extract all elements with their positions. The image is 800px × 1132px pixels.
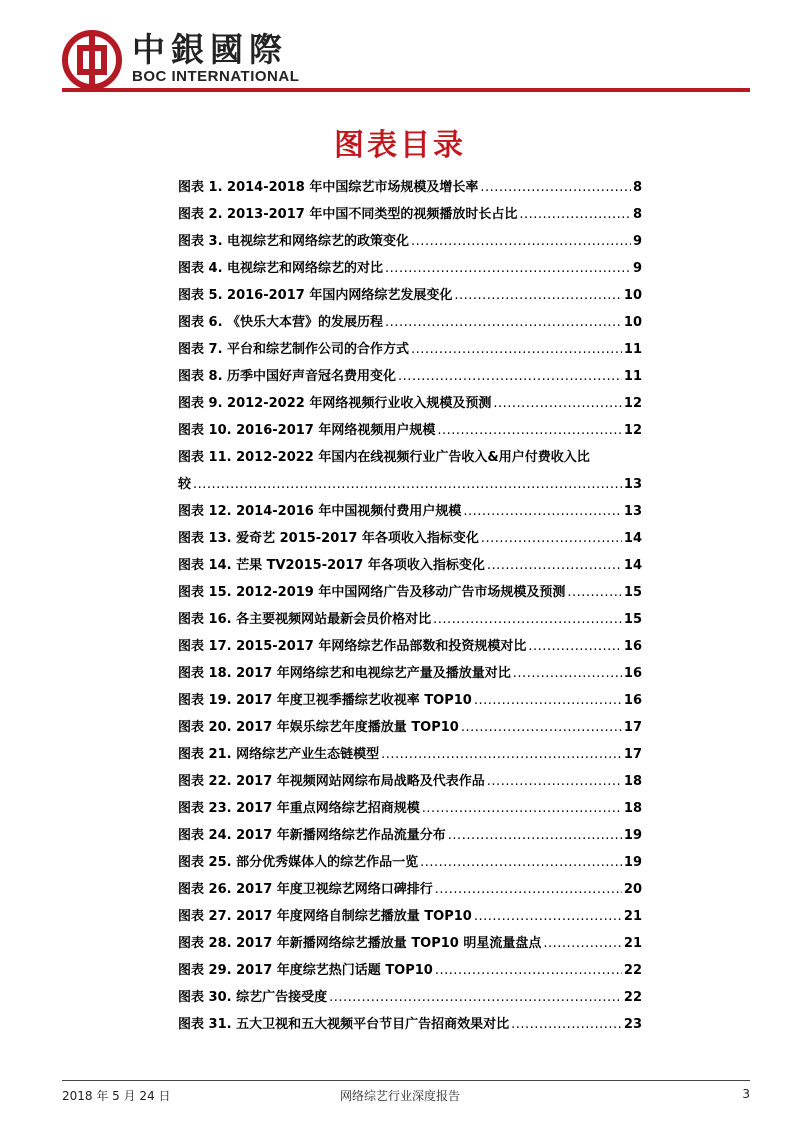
toc-dot-leader [435,882,622,897]
toc-entry-label: 图表 11. 2012-2022 年国内在线视频行业广告收入&用户付费收入比 [178,450,590,465]
toc-dot-leader [411,234,631,249]
toc-entry-label: 图表 22. 2017 年视频网站网综布局战略及代表作品 [178,774,485,789]
toc-dot-leader [487,774,622,789]
toc-entry-page: 8 [632,207,642,222]
toc-dot-leader [433,612,622,627]
toc-dot-leader [193,477,622,492]
toc-entry-page: 13 [623,477,642,492]
toc-entry-page: 19 [623,828,642,843]
toc-entry-label: 图表 2. 2013-2017 年中国不同类型的视频播放时长占比 [178,207,518,222]
toc-entry[interactable] [178,851,642,878]
toc-dot-leader [454,288,622,303]
toc-entry[interactable] [178,770,642,797]
toc-dot-leader [398,369,622,384]
toc-dot-leader [385,315,622,330]
toc-entry-label: 图表 17. 2015-2017 年网络综艺作品部数和投资规模对比 [178,639,527,654]
toc-entry-label: 图表 12. 2014-2016 年中国视频付费用户规模 [178,504,462,519]
toc-entry-page: 18 [623,801,642,816]
toc-entry[interactable] [178,554,642,581]
toc-entry-label: 图表 28. 2017 年新播网络综艺播放量 TOP10 明星流量盘点 [178,936,542,951]
toc-entry-page: 20 [623,882,642,897]
toc-dot-leader [480,180,631,195]
toc-entry[interactable] [178,311,642,338]
brand-name-cn: 中銀國際 [132,30,288,69]
toc-entry-page: 17 [623,747,642,762]
footer-page-number: 3 [742,1087,750,1101]
toc-dot-leader [329,990,622,1005]
footer-date: 2018 年 5 月 24 日 [62,1089,171,1103]
toc-entry[interactable] [178,392,642,419]
toc-entry-label: 图表 10. 2016-2017 年网络视频用户规模 [178,423,436,438]
page-title: 图表目录 [334,128,466,163]
toc-entry[interactable] [178,176,642,203]
toc-entry-page: 17 [623,720,642,735]
toc-entry-page: 8 [632,180,642,195]
toc-entry[interactable] [178,797,642,824]
toc-entry-page: 16 [623,639,642,654]
toc-entry-label: 图表 8. 历季中国好声音冠名费用变化 [178,369,397,384]
toc-entry-label: 图表 9. 2012-2022 年网络视频行业收入规模及预测 [178,396,492,411]
toc-entry-page: 16 [623,666,642,681]
toc-entry[interactable] [178,1013,642,1040]
toc-entry-page: 14 [623,531,642,546]
toc-dot-leader [493,396,622,411]
toc-dot-leader [511,1017,622,1032]
toc-dot-leader [474,909,622,924]
toc-entry-label: 图表 3. 电视综艺和网络综艺的政策变化 [178,234,410,249]
footer-divider [62,1080,750,1081]
toc-entry-label: 图表 18. 2017 年网络综艺和电视综艺产量及播放量对比 [178,666,511,681]
toc-entry-label: 图表 6. 《快乐大本营》的发展历程 [178,315,384,330]
toc-dot-leader [487,558,622,573]
toc-entry[interactable] [178,446,642,500]
toc-entry[interactable] [178,284,642,311]
toc-entry-label: 图表 5. 2016-2017 年国内网络综艺发展变化 [178,288,453,303]
toc-dot-leader [385,261,631,276]
toc-entry[interactable] [178,365,642,392]
toc-entry[interactable] [178,635,642,662]
toc-dot-leader [513,666,622,681]
toc-entry[interactable] [178,338,642,365]
toc-entry[interactable] [178,986,642,1013]
toc-entry-page: 12 [623,396,642,411]
toc-entry[interactable] [178,608,642,635]
brand-name-en: BOC INTERNATIONAL [132,68,300,85]
toc-entry-page: 21 [623,936,642,951]
toc-entry[interactable] [178,905,642,932]
toc-entry[interactable] [178,581,642,608]
toc-dot-leader [381,747,622,762]
toc-entry-page: 21 [623,909,642,924]
toc-entry-label: 图表 30. 综艺广告接受度 [178,990,328,1005]
toc-entry[interactable] [178,230,642,257]
header-divider [62,88,750,92]
header [62,30,750,96]
toc-entry-page: 9 [632,234,642,249]
toc-dot-leader [422,801,622,816]
toc-entry[interactable] [178,203,642,230]
toc-entry-label: 图表 27. 2017 年度网络自制综艺播放量 TOP10 [178,909,472,924]
toc-entry-label: 图表 15. 2012-2019 年中国网络广告及移动广告市场规模及预测 [178,585,566,600]
toc-entry[interactable] [178,419,642,446]
toc-entry[interactable] [178,689,642,716]
toc-dot-leader [474,693,622,708]
toc-entry-label: 图表 7. 平台和综艺制作公司的合作方式 [178,342,410,357]
toc-dot-leader [461,720,622,735]
toc-entry-label: 图表 31. 五大卫视和五大视频平台节目广告招商效果对比 [178,1017,510,1032]
toc-dot-leader [437,423,622,438]
toc-entry-page: 10 [623,288,642,303]
toc-entry[interactable] [178,257,642,284]
toc-entry-label: 图表 19. 2017 年度卫视季播综艺收视率 TOP10 [178,693,472,708]
toc-entry-page: 10 [623,315,642,330]
toc-entry-page: 19 [623,855,642,870]
toc-entry-page: 13 [623,504,642,519]
table-of-figures [178,176,642,1040]
toc-entry-label: 图表 29. 2017 年度综艺热门话题 TOP10 [178,963,433,978]
toc-entry-page: 12 [623,423,642,438]
toc-entry-label: 图表 4. 电视综艺和网络综艺的对比 [178,261,384,276]
toc-entry[interactable] [178,662,642,689]
toc-entry[interactable] [178,932,642,959]
toc-dot-leader [463,504,622,519]
toc-dot-leader [528,639,622,654]
toc-dot-leader [448,828,622,843]
toc-entry-label: 图表 26. 2017 年度卫视综艺网络口碑排行 [178,882,433,897]
toc-entry[interactable] [178,743,642,770]
toc-entry-label: 图表 13. 爱奇艺 2015-2017 年各项收入指标变化 [178,531,479,546]
toc-entry-label: 图表 21. 网络综艺产业生态链模型 [178,747,380,762]
toc-entry-page: 22 [623,990,642,1005]
toc-entry[interactable] [178,527,642,554]
toc-entry[interactable] [178,959,642,986]
toc-entry-label: 图表 20. 2017 年娱乐综艺年度播放量 TOP10 [178,720,459,735]
toc-entry-label: 图表 1. 2014-2018 年中国综艺市场规模及增长率 [178,180,479,195]
toc-dot-leader [481,531,622,546]
toc-entry-page: 23 [623,1017,642,1032]
boc-logo-icon [62,30,122,90]
toc-entry[interactable] [178,716,642,743]
toc-entry-label-continued: 较 [178,477,192,492]
toc-entry[interactable] [178,500,642,527]
toc-dot-leader [420,855,622,870]
toc-dot-leader [519,207,631,222]
toc-entry-page: 9 [632,261,642,276]
toc-entry-label: 图表 25. 部分优秀媒体人的综艺作品一览 [178,855,419,870]
toc-entry-label: 图表 16. 各主要视频网站最新会员价格对比 [178,612,432,627]
toc-entry-page: 15 [623,612,642,627]
toc-entry[interactable] [178,878,642,905]
toc-entry-page: 15 [623,585,642,600]
toc-entry-page: 11 [623,342,642,357]
toc-entry-page: 14 [623,558,642,573]
toc-entry-page: 18 [623,774,642,789]
toc-dot-leader [567,585,622,600]
toc-entry-label: 图表 14. 芒果 TV2015-2017 年各项收入指标变化 [178,558,485,573]
toc-entry-page: 22 [623,963,642,978]
toc-dot-leader [435,963,622,978]
footer-report-title: 网络综艺行业深度报告 [339,1089,460,1103]
toc-entry-page: 16 [623,693,642,708]
toc-dot-leader [411,342,622,357]
toc-entry-label: 图表 23. 2017 年重点网络综艺招商规模 [178,801,420,816]
toc-entry-label: 图表 24. 2017 年新播网络综艺作品流量分布 [178,828,446,843]
toc-dot-leader [543,936,622,951]
toc-entry-page: 11 [623,369,642,384]
toc-entry[interactable] [178,824,642,851]
